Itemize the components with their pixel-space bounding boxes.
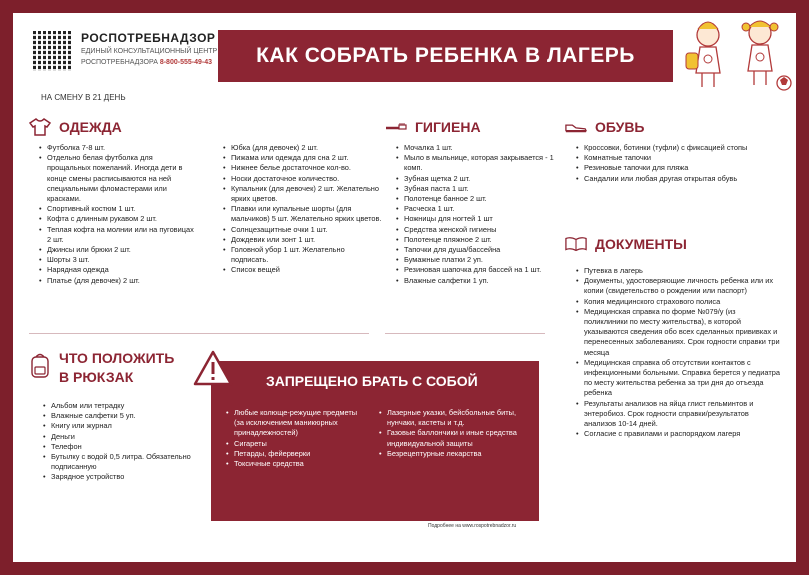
divider (385, 333, 545, 334)
backpack-title-line1: ЧТО ПОЛОЖИТЬ (59, 350, 175, 366)
list-item: • Любые колюще-режущие предметы (за исключением маникюрных принадлежностей) (226, 408, 361, 439)
list-item: • Газовые баллончики и иные средства индивидуальной защиты (379, 428, 529, 448)
forbidden-list-1 (226, 408, 361, 469)
list-item: • Влажные салфетки 1 уп. (396, 276, 556, 286)
list-item: • Пижама или одежда для сна 2 шт. (223, 153, 383, 163)
list-item: • Солнцезащитные очки 1 шт. (223, 225, 383, 235)
list-item: • Спортивный костюм 1 шт. (39, 204, 197, 214)
backpack-section-title (29, 349, 174, 387)
list-item: • Петарды, фейерверки (226, 449, 361, 459)
list-item: • Согласие с правилами и распорядком лагеря (576, 429, 781, 439)
hygiene-section-title: ГИГИЕНА (385, 118, 481, 136)
list-item: • Лазерные указки, бейсбольные биты, нунчаки, кастеты и т.д. (379, 408, 529, 428)
documents-list (576, 266, 781, 439)
list-item: • Безрецептурные лекарства (379, 449, 529, 459)
list-item: • Телефон (43, 442, 193, 452)
list-item: • Средства женской гигиены (396, 225, 556, 235)
backpack-list (43, 401, 193, 483)
list-item: • Сигареты (226, 439, 361, 449)
clothes-section-title: ОДЕЖДА (29, 118, 122, 136)
backpack-title-line2: В РЮКЗАК (59, 369, 134, 385)
logo-block (33, 31, 217, 71)
poster (13, 13, 796, 562)
list-item: • Медицинская справка об отсутствии контактов с инфекционными больными. Справка берется у педиатра по месту жительства ребенка за три дня до отъезда ребенка (576, 358, 781, 399)
list-item: • Платье (для девочек) 2 шт. (39, 276, 197, 286)
list-item: • Сандалии или любая другая открытая обувь (576, 174, 781, 184)
list-item: • Книгу или журнал (43, 421, 193, 431)
shoes-section-title: ОБУВЬ (565, 118, 645, 136)
org-line2: РОСПОТРЕБНАДЗОРА (81, 59, 158, 66)
title-bar (218, 30, 673, 82)
list-item: • Тапочки для душа/бассейна (396, 245, 556, 255)
toothbrush-icon (385, 118, 407, 136)
list-item: • Ножницы для ногтей 1 шт (396, 214, 556, 224)
list-item: • Носки достаточное количество. (223, 174, 383, 184)
footer-link[interactable]: Подробнее на www.rospotrebnadzor.ru (428, 523, 517, 529)
clothes-list-2 (223, 143, 383, 276)
list-item: • Результаты анализов на яйца глист гельминтов и энтеробиоз. Срок годности справки/результатов анализов 10-14 дней. (576, 399, 781, 430)
list-item: • Влажные салфетки 5 уп. (43, 411, 193, 421)
list-item: • Отдельно белая футболка для прощальных пожеланий. Иногда дети в конце смены расписываются на ней специальными фломастерами или красками. (39, 153, 197, 204)
list-item: • Купальник (для девочек) 2 шт. Желательно ярких цветов. (223, 184, 383, 204)
shoes-list (576, 143, 781, 184)
list-item: • Путевка в лагерь (576, 266, 781, 276)
list-item: • Медицинская справка по форме №079/у (из поликлиники по месту жительства), в которой указываются сведения обо всех сделанных прививках и перенесенных заболеваниях. Срок годности справки три месяца (576, 307, 781, 358)
list-item: • Полотенце пляжное 2 шт. (396, 235, 556, 245)
clothes-list-1 (39, 143, 197, 286)
list-item: • Дождевик или зонт 1 шт. (223, 235, 383, 245)
list-item: • Бумажные платки 2 уп. (396, 255, 556, 265)
list-item: • Мочалка 1 шт. (396, 143, 556, 153)
list-item: • Зубная щетка 2 шт. (396, 174, 556, 184)
list-item: • Зарядное устройство (43, 472, 193, 482)
list-item: • Расческа 1 шт. (396, 204, 556, 214)
forbidden-list-2 (379, 408, 529, 459)
backpack-icon (29, 351, 51, 381)
page-title: КАК СОБРАТЬ РЕБЕНКА В ЛАГЕРЬ (256, 44, 635, 67)
list-item: • Шорты 3 шт. (39, 255, 197, 265)
list-item: • Альбом или тетрадку (43, 401, 193, 411)
open-book-icon (565, 235, 587, 253)
list-item: • Кроссовки, ботинки (туфли) с фиксацией стопы (576, 143, 781, 153)
shift-label: НА СМЕНУ В 21 ДЕНЬ (41, 93, 126, 102)
list-item: • Деньги (43, 432, 193, 442)
list-item: • Комнатные тапочки (576, 153, 781, 163)
list-item: • Бутылку с водой 0,5 литра. Обязательно подписанную (43, 452, 193, 472)
list-item: • Нижнее белье достаточное кол-во. (223, 163, 383, 173)
sneaker-icon (565, 118, 587, 136)
warning-icon (193, 350, 233, 386)
list-item: • Полотенце банное 2 шт. (396, 194, 556, 204)
phone: 8-800-555-49-43 (159, 59, 212, 66)
list-item: • Плавки или купальные шорты (для мальчиков) 5 шт. Желательно ярких цветов. (223, 204, 383, 224)
tshirt-icon (29, 118, 51, 136)
list-item: • Головной убор 1 шт. Желательно подписать. (223, 245, 383, 265)
list-item: • Токсичные средства (226, 459, 361, 469)
list-item: • Теплая кофта на молнии или на пуговицах 2 шт. (39, 225, 197, 245)
list-item: • Зубная паста 1 шт. (396, 184, 556, 194)
list-item: • Копия медицинского страхового полиса (576, 297, 781, 307)
qr-code-icon (33, 31, 73, 71)
list-item: • Мыло в мыльнице, которая закрывается - 1 комп. (396, 153, 556, 173)
list-item: • Юбка (для девочек) 2 шт. (223, 143, 383, 153)
forbidden-title: ЗАПРЕЩЕНО БРАТЬ С СОБОЙ (266, 373, 478, 389)
list-item: • Нарядная одежда (39, 265, 197, 275)
org-name: РОСПОТРЕБНАДЗОР (81, 31, 216, 45)
list-item: • Джинсы или брюки 2 шт. (39, 245, 197, 255)
list-item: • Документы, удостоверяющие личность ребенка или их копии (свидетельство о рождении или паспорт) (576, 276, 781, 296)
kids-illustration-icon (678, 13, 796, 93)
org-line1: ЕДИНЫЙ КОНСУЛЬТАЦИОННЫЙ ЦЕНТР (81, 48, 218, 55)
list-item: • Футболка 7-8 шт. (39, 143, 197, 153)
list-item: • Резиновые тапочки для пляжа (576, 163, 781, 173)
list-item: • Резиновая шапочка для бассей на 1 шт. (396, 265, 556, 275)
list-item: • Список вещей (223, 265, 383, 275)
hygiene-list (396, 143, 556, 286)
documents-section-title: ДОКУМЕНТЫ (565, 235, 687, 253)
divider (29, 333, 369, 334)
list-item: • Кофта с длинным рукавом 2 шт. (39, 214, 197, 224)
